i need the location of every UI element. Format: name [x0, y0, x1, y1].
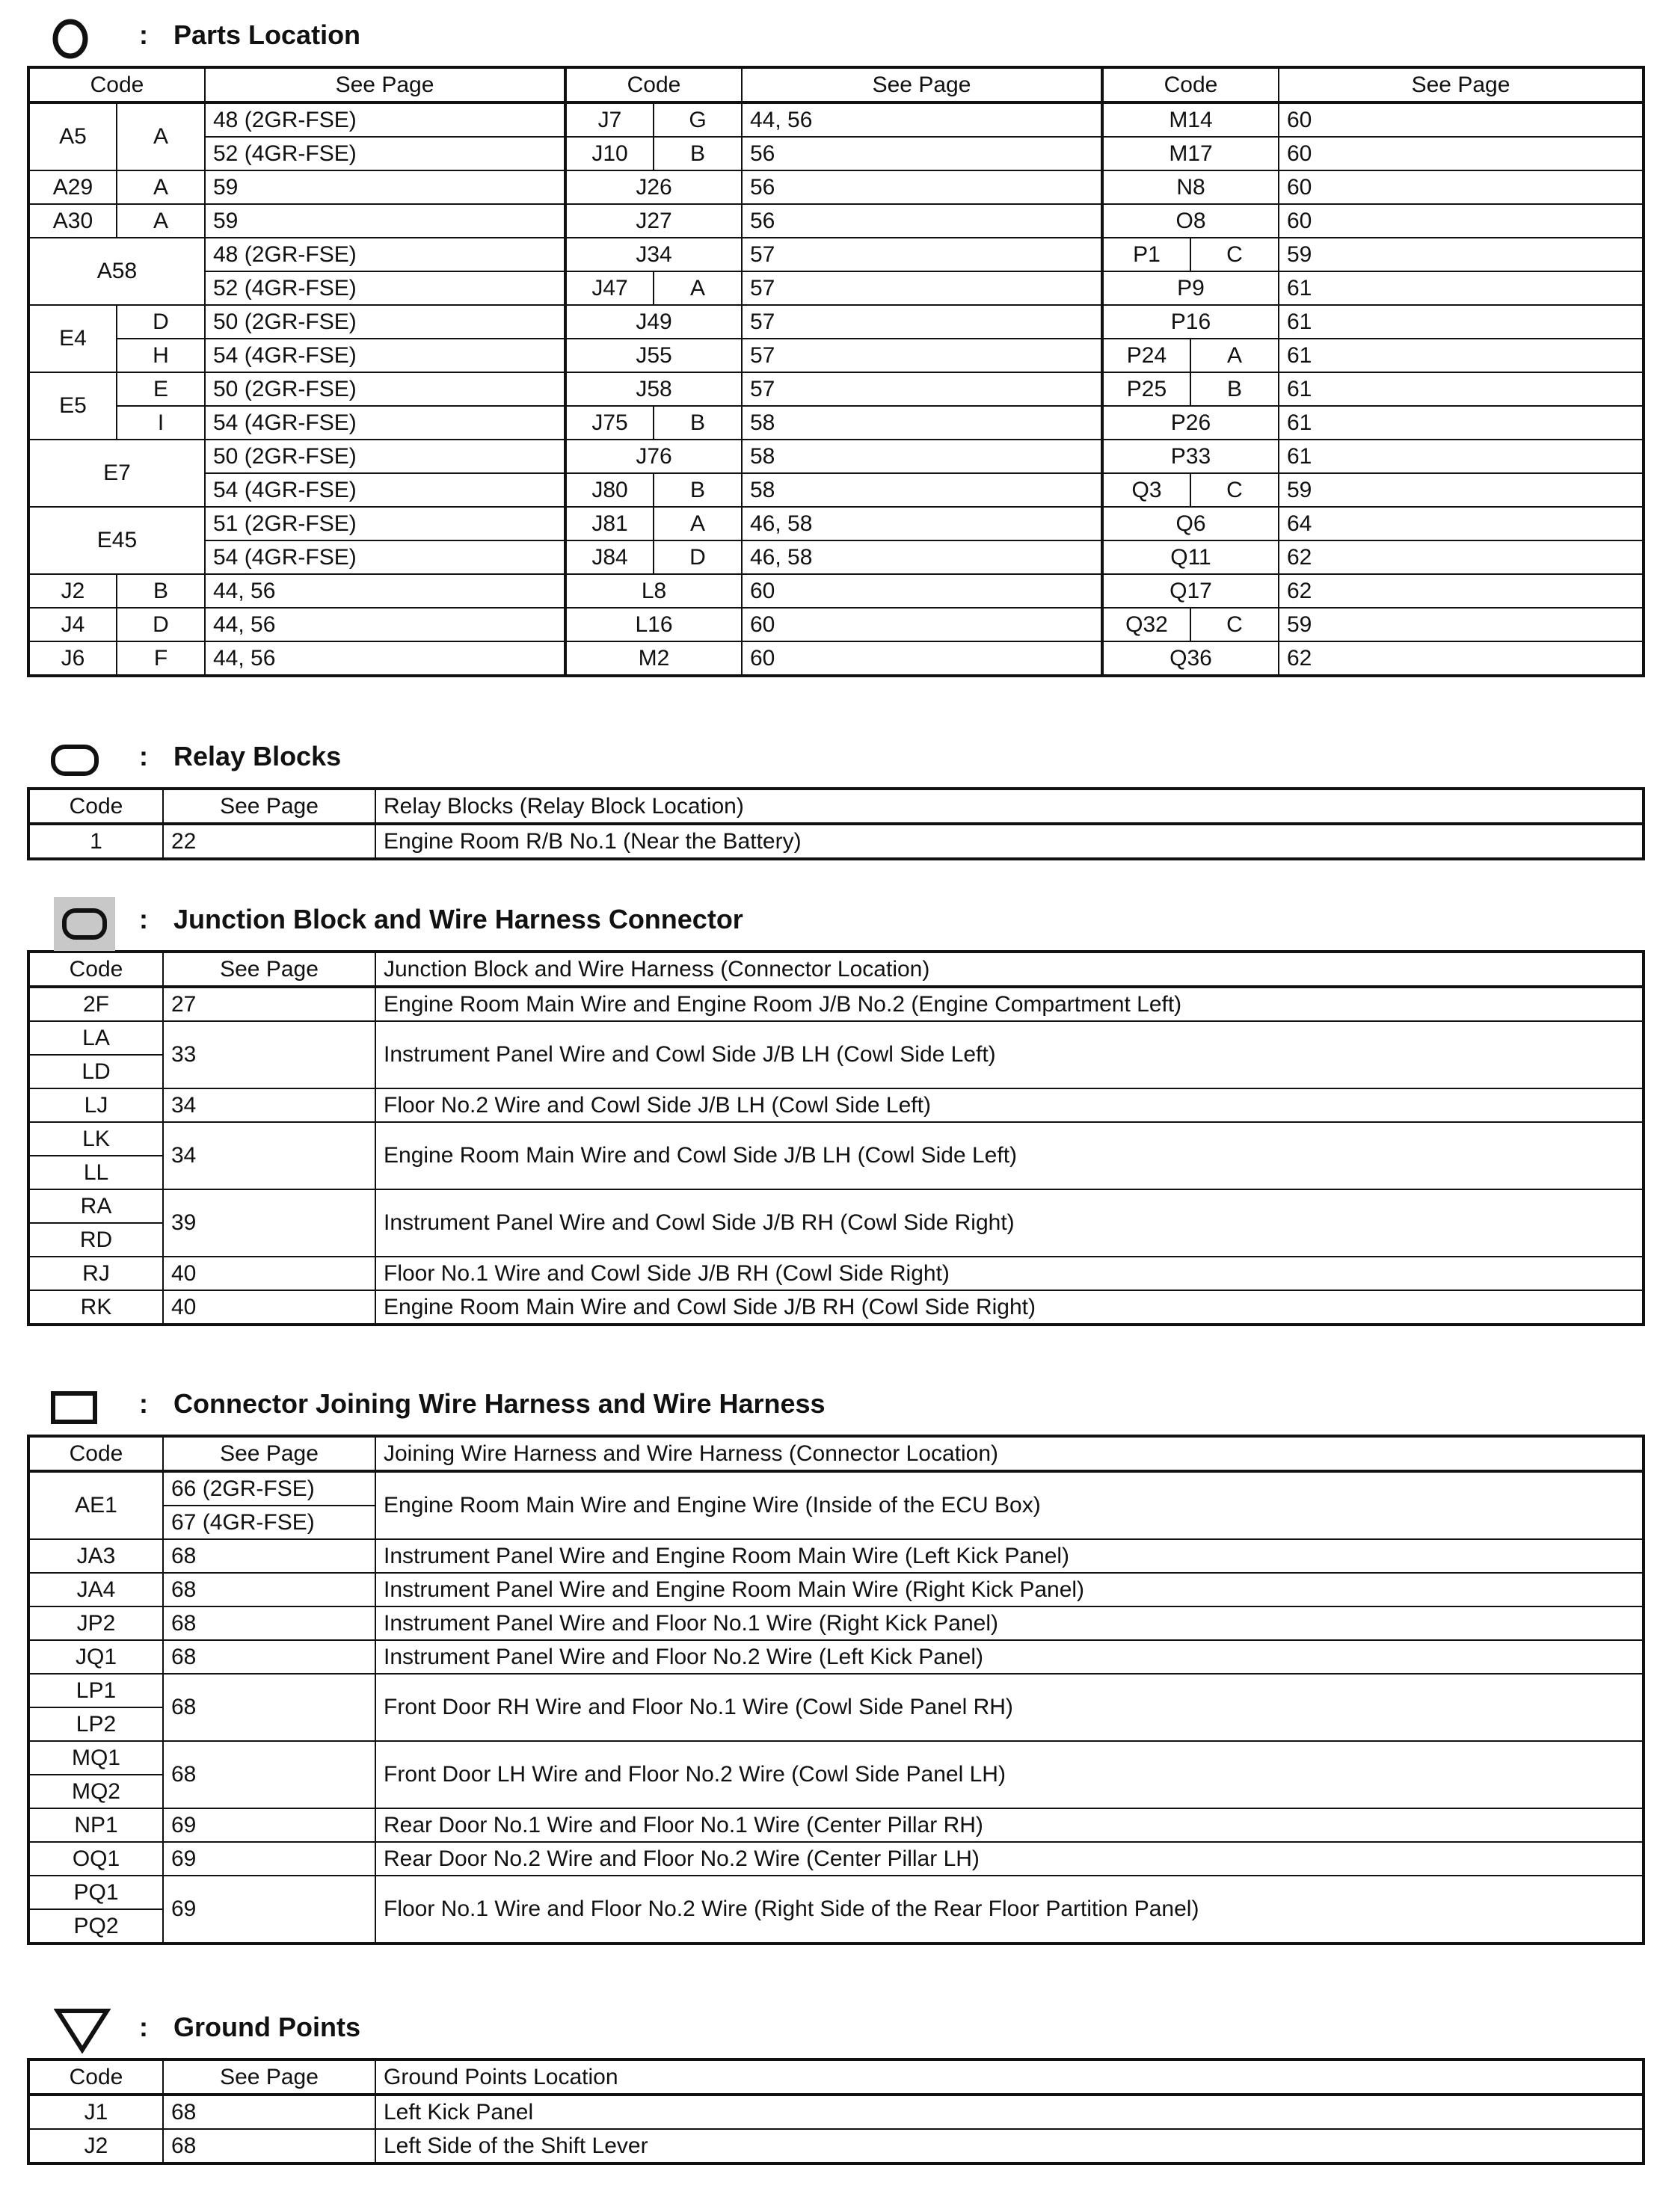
location-cell: Instrument Panel Wire and Cowl Side J/B LH (Cowl Side Left)	[375, 1021, 1644, 1088]
table-row	[28, 824, 1644, 859]
table-row	[28, 473, 1644, 507]
see-page-header: See Page	[163, 2059, 375, 2095]
table-row	[28, 1674, 1644, 1707]
page-cell: 48 (2GR-FSE)	[205, 238, 565, 271]
code-cell: RA	[28, 1189, 163, 1223]
page-cell: 68	[163, 1573, 375, 1606]
code-cell: J4	[28, 608, 117, 641]
parts-location-section	[27, 13, 1642, 677]
location-header: Joining Wire Harness and Wire Harness (Connector Location)	[375, 1436, 1644, 1471]
code-cell: P1	[1102, 238, 1190, 271]
triangle-down-icon	[54, 2007, 111, 2054]
code-suffix-cell: B	[654, 473, 742, 507]
relay-blocks-header	[27, 735, 1642, 787]
table-row	[28, 540, 1644, 574]
page-cell: 57	[742, 339, 1102, 372]
code-cell: J58	[565, 372, 742, 406]
connector-joining-table	[27, 1435, 1645, 1945]
table-row	[28, 204, 1644, 238]
code-cell: OQ1	[28, 1842, 163, 1876]
table-row	[28, 1290, 1644, 1325]
connector-joining-header	[27, 1382, 1642, 1435]
page-cell: 44, 56	[205, 641, 565, 676]
page-cell: 44, 56	[205, 608, 565, 641]
page-cell: 69	[163, 1842, 375, 1876]
table-row	[28, 238, 1644, 271]
table-row	[28, 1021, 1644, 1055]
page-cell: 60	[742, 641, 1102, 676]
parts-location-header	[27, 13, 1642, 66]
code-suffix-cell: F	[117, 641, 205, 676]
page-cell: 34	[163, 1122, 375, 1189]
page-cell: 59	[1279, 608, 1644, 641]
junction-block-header	[27, 898, 1642, 950]
table-row	[28, 406, 1644, 440]
code-cell: Q17	[1102, 574, 1279, 608]
section-title: Relay Blocks	[173, 741, 342, 771]
code-cell: J76	[565, 440, 742, 473]
page-cell: 56	[742, 137, 1102, 170]
page-cell: 59	[1279, 473, 1644, 507]
code-cell: JQ1	[28, 1640, 163, 1674]
page-cell: 68	[163, 1741, 375, 1808]
code-suffix-cell: A	[117, 102, 205, 170]
location-cell: Rear Door No.1 Wire and Floor No.1 Wire (Center Pillar RH)	[375, 1808, 1644, 1842]
circle-icon	[49, 18, 91, 60]
table-row	[28, 1088, 1644, 1122]
ground-points-section	[27, 2006, 1642, 2165]
code-cell: LP2	[28, 1707, 163, 1741]
page-cell: 27	[163, 987, 375, 1021]
page-cell: 61	[1279, 372, 1644, 406]
page-cell: 57	[742, 305, 1102, 339]
table-row	[28, 440, 1644, 473]
code-suffix-cell: C	[1190, 473, 1279, 507]
page-cell: 68	[163, 1640, 375, 1674]
page-cell: 68	[163, 2129, 375, 2163]
location-header: Junction Block and Wire Harness (Connector Location)	[375, 952, 1644, 987]
see-page-header: See Page	[742, 67, 1102, 102]
junction-block-section	[27, 898, 1642, 1326]
code-cell: J80	[565, 473, 654, 507]
page-cell: 50 (2GR-FSE)	[205, 372, 565, 406]
page-cell: 54 (4GR-FSE)	[205, 473, 565, 507]
code-header: Code	[28, 952, 163, 987]
page-cell: 58	[742, 406, 1102, 440]
page-cell: 58	[742, 440, 1102, 473]
location-cell: Instrument Panel Wire and Floor No.2 Wire (Left Kick Panel)	[375, 1640, 1644, 1674]
table-row	[28, 339, 1644, 372]
table-row	[28, 574, 1644, 608]
code-cell: LJ	[28, 1088, 163, 1122]
shaded-rounded-rectangle-icon	[54, 897, 115, 951]
code-cell: LL	[28, 1156, 163, 1189]
see-page-header: See Page	[163, 952, 375, 987]
location-cell: Rear Door No.2 Wire and Floor No.2 Wire (Center Pillar LH)	[375, 1842, 1644, 1876]
page-cell: 22	[163, 824, 375, 859]
see-page-header: See Page	[205, 67, 565, 102]
page-cell: 61	[1279, 305, 1644, 339]
location-cell: Floor No.1 Wire and Floor No.2 Wire (Right Side of the Rear Floor Partition Panel)	[375, 1876, 1644, 1944]
location-cell: Floor No.1 Wire and Cowl Side J/B RH (Cowl Side Right)	[375, 1257, 1644, 1290]
page-cell: 62	[1279, 641, 1644, 676]
page-cell: 61	[1279, 406, 1644, 440]
page-cell: 59	[1279, 238, 1644, 271]
location-cell: Left Side of the Shift Lever	[375, 2129, 1644, 2163]
code-cell: RJ	[28, 1257, 163, 1290]
code-cell: Q36	[1102, 641, 1279, 676]
code-cell: P33	[1102, 440, 1279, 473]
code-cell: J34	[565, 238, 742, 271]
page-cell: 60	[1279, 102, 1644, 137]
location-cell: Engine Room Main Wire and Cowl Side J/B RH (Cowl Side Right)	[375, 1290, 1644, 1325]
page-cell: 54 (4GR-FSE)	[205, 540, 565, 574]
page-cell: 56	[742, 170, 1102, 204]
ground-points-header	[27, 2006, 1642, 2058]
code-suffix-cell: A	[117, 170, 205, 204]
see-page-header: See Page	[163, 789, 375, 824]
location-header: Ground Points Location	[375, 2059, 1644, 2095]
code-suffix-cell: C	[1190, 238, 1279, 271]
location-cell: Front Door RH Wire and Floor No.1 Wire (Cowl Side Panel RH)	[375, 1674, 1644, 1741]
page-cell: 60	[1279, 170, 1644, 204]
code-cell: M17	[1102, 137, 1279, 170]
code-cell: J75	[565, 406, 654, 440]
page-cell: 67 (4GR-FSE)	[163, 1506, 375, 1539]
table-row	[28, 1122, 1644, 1156]
code-suffix-cell: E	[117, 372, 205, 406]
page-cell: 66 (2GR-FSE)	[163, 1471, 375, 1506]
table-row	[28, 1606, 1644, 1640]
code-suffix-cell: I	[117, 406, 205, 440]
location-cell: Instrument Panel Wire and Floor No.1 Wire (Right Kick Panel)	[375, 1606, 1644, 1640]
code-cell: P25	[1102, 372, 1190, 406]
junction-block-table	[27, 950, 1645, 1326]
location-cell: Instrument Panel Wire and Engine Room Main Wire (Right Kick Panel)	[375, 1573, 1644, 1606]
code-cell: J81	[565, 507, 654, 540]
code-suffix-cell: A	[1190, 339, 1279, 372]
page-cell: 46, 58	[742, 540, 1102, 574]
code-cell: J2	[28, 574, 117, 608]
code-suffix-cell: D	[117, 305, 205, 339]
code-cell: JA3	[28, 1539, 163, 1573]
page-cell: 60	[742, 574, 1102, 608]
code-cell: P24	[1102, 339, 1190, 372]
code-header: Code	[28, 67, 205, 102]
ground-points-table	[27, 2058, 1645, 2165]
table-row	[28, 2129, 1644, 2163]
code-cell: J49	[565, 305, 742, 339]
code-cell: P16	[1102, 305, 1279, 339]
code-cell: P26	[1102, 406, 1279, 440]
code-suffix-cell: A	[654, 271, 742, 305]
page-cell: 58	[742, 473, 1102, 507]
code-cell: RD	[28, 1223, 163, 1257]
code-cell: J26	[565, 170, 742, 204]
page-cell: 40	[163, 1290, 375, 1325]
page-cell: 60	[1279, 137, 1644, 170]
table-row	[28, 1257, 1644, 1290]
location-cell: Left Kick Panel	[375, 2095, 1644, 2129]
location-cell: Floor No.2 Wire and Cowl Side J/B LH (Cowl Side Left)	[375, 1088, 1644, 1122]
see-page-header: See Page	[163, 1436, 375, 1471]
page-cell: 60	[742, 608, 1102, 641]
code-header: Code	[28, 1436, 163, 1471]
table-row	[28, 1808, 1644, 1842]
page-cell: 50 (2GR-FSE)	[205, 305, 565, 339]
code-cell: O8	[1102, 204, 1279, 238]
code-cell: J84	[565, 540, 654, 574]
code-cell: E4	[28, 305, 117, 372]
table-row	[28, 1842, 1644, 1876]
location-cell: Engine Room R/B No.1 (Near the Battery)	[375, 824, 1644, 859]
page-cell: 61	[1279, 440, 1644, 473]
code-header: Code	[1102, 67, 1279, 102]
code-cell: PQ1	[28, 1876, 163, 1909]
section-title: Connector Joining Wire Harness and Wire Harness	[173, 1388, 826, 1419]
code-cell: RK	[28, 1290, 163, 1325]
page-cell: 59	[205, 204, 565, 238]
page-cell: 33	[163, 1021, 375, 1088]
table-row	[28, 1741, 1644, 1775]
location-cell: Front Door LH Wire and Floor No.2 Wire (Cowl Side Panel LH)	[375, 1741, 1644, 1808]
page-cell: 61	[1279, 271, 1644, 305]
code-suffix-cell: D	[654, 540, 742, 574]
page-cell: 46, 58	[742, 507, 1102, 540]
code-cell: J10	[565, 137, 654, 170]
code-cell: JA4	[28, 1573, 163, 1606]
square-icon	[49, 1387, 99, 1429]
section-colon: :	[139, 1388, 148, 1419]
code-cell: JP2	[28, 1606, 163, 1640]
section-title: Ground Points	[173, 2012, 360, 2042]
relay-blocks-table	[27, 787, 1645, 860]
table-row	[28, 1471, 1644, 1506]
table-row	[28, 1876, 1644, 1909]
code-cell: E7	[28, 440, 205, 507]
table-row	[28, 1573, 1644, 1606]
table-header-row	[28, 952, 1644, 987]
page-cell: 48 (2GR-FSE)	[205, 102, 565, 137]
page-cell: 52 (4GR-FSE)	[205, 137, 565, 170]
code-suffix-cell: B	[654, 406, 742, 440]
code-cell: A58	[28, 238, 205, 305]
page-cell: 44, 56	[205, 574, 565, 608]
page-cell: 68	[163, 1606, 375, 1640]
rounded-rectangle-icon	[49, 739, 102, 781]
table-row	[28, 137, 1644, 170]
table-row	[28, 1539, 1644, 1573]
code-suffix-cell: B	[654, 137, 742, 170]
code-cell: J55	[565, 339, 742, 372]
section-colon: :	[139, 19, 148, 50]
parts-location-table	[27, 66, 1645, 677]
table-row	[28, 372, 1644, 406]
page-cell: 69	[163, 1876, 375, 1944]
code-suffix-cell: D	[117, 608, 205, 641]
code-suffix-cell: A	[654, 507, 742, 540]
table-row	[28, 170, 1644, 204]
page-cell: 68	[163, 1539, 375, 1573]
code-cell: MQ1	[28, 1741, 163, 1775]
page-cell: 34	[163, 1088, 375, 1122]
table-row	[28, 2095, 1644, 2129]
page-cell: 68	[163, 2095, 375, 2129]
code-cell: A5	[28, 102, 117, 170]
code-cell: J1	[28, 2095, 163, 2129]
table-row	[28, 271, 1644, 305]
location-cell: Instrument Panel Wire and Cowl Side J/B RH (Cowl Side Right)	[375, 1189, 1644, 1257]
section-title: Junction Block and Wire Harness Connector	[173, 904, 743, 934]
page-cell: 40	[163, 1257, 375, 1290]
location-header: Relay Blocks (Relay Block Location)	[375, 789, 1644, 824]
code-cell: LP1	[28, 1674, 163, 1707]
page-cell: 60	[1279, 204, 1644, 238]
code-suffix-cell: H	[117, 339, 205, 372]
location-cell: Engine Room Main Wire and Cowl Side J/B LH (Cowl Side Left)	[375, 1122, 1644, 1189]
table-header-row	[28, 789, 1644, 824]
page-cell: 59	[205, 170, 565, 204]
code-cell: Q6	[1102, 507, 1279, 540]
page-cell: 62	[1279, 574, 1644, 608]
page-cell: 52 (4GR-FSE)	[205, 271, 565, 305]
code-suffix-cell: B	[1190, 372, 1279, 406]
code-cell: A29	[28, 170, 117, 204]
section-colon: :	[139, 2012, 148, 2042]
code-cell: J7	[565, 102, 654, 137]
location-cell: Engine Room Main Wire and Engine Wire (Inside of the ECU Box)	[375, 1471, 1644, 1539]
page-cell: 44, 56	[742, 102, 1102, 137]
page-cell: 62	[1279, 540, 1644, 574]
code-cell: M14	[1102, 102, 1279, 137]
code-cell: P9	[1102, 271, 1279, 305]
code-suffix-cell: A	[117, 204, 205, 238]
page-cell: 57	[742, 271, 1102, 305]
code-suffix-cell: G	[654, 102, 742, 137]
table-row	[28, 305, 1644, 339]
code-cell: Q32	[1102, 608, 1190, 641]
code-cell: L16	[565, 608, 742, 641]
section-colon: :	[139, 741, 148, 771]
code-cell: Q11	[1102, 540, 1279, 574]
section-title: Parts Location	[173, 19, 361, 50]
code-suffix-cell: B	[117, 574, 205, 608]
table-row	[28, 102, 1644, 137]
connector-joining-section	[27, 1382, 1642, 1945]
code-cell: NP1	[28, 1808, 163, 1842]
page-cell: 61	[1279, 339, 1644, 372]
code-cell: 2F	[28, 987, 163, 1021]
code-cell: E5	[28, 372, 117, 440]
code-cell: M2	[565, 641, 742, 676]
code-cell: LA	[28, 1021, 163, 1055]
code-header: Code	[565, 67, 742, 102]
table-row	[28, 987, 1644, 1021]
relay-blocks-section	[27, 735, 1642, 860]
location-cell: Instrument Panel Wire and Engine Room Main Wire (Left Kick Panel)	[375, 1539, 1644, 1573]
code-header: Code	[28, 789, 163, 824]
page-cell: 57	[742, 238, 1102, 271]
table-row	[28, 608, 1644, 641]
code-cell: L8	[565, 574, 742, 608]
page-cell: 64	[1279, 507, 1644, 540]
page-cell: 68	[163, 1674, 375, 1741]
table-row	[28, 507, 1644, 540]
page-cell: 57	[742, 372, 1102, 406]
code-header: Code	[28, 2059, 163, 2095]
page-cell: 54 (4GR-FSE)	[205, 406, 565, 440]
table-header-row	[28, 1436, 1644, 1471]
page-cell: 39	[163, 1189, 375, 1257]
code-cell: LK	[28, 1122, 163, 1156]
page-cell: 50 (2GR-FSE)	[205, 440, 565, 473]
code-cell: N8	[1102, 170, 1279, 204]
code-cell: MQ2	[28, 1775, 163, 1808]
code-cell: PQ2	[28, 1909, 163, 1944]
code-cell: J2	[28, 2129, 163, 2163]
page-cell: 56	[742, 204, 1102, 238]
code-cell: A30	[28, 204, 117, 238]
page-cell: 51 (2GR-FSE)	[205, 507, 565, 540]
code-cell: E45	[28, 507, 205, 574]
section-colon: :	[139, 904, 148, 934]
see-page-header: See Page	[1279, 67, 1644, 102]
table-row	[28, 641, 1644, 676]
code-suffix-cell: C	[1190, 608, 1279, 641]
code-cell: Q3	[1102, 473, 1190, 507]
page-cell: 69	[163, 1808, 375, 1842]
code-cell: J27	[565, 204, 742, 238]
code-cell: J6	[28, 641, 117, 676]
table-header-row	[28, 67, 1644, 102]
table-row	[28, 1640, 1644, 1674]
code-cell: J47	[565, 271, 654, 305]
code-cell: LD	[28, 1055, 163, 1088]
page-cell: 54 (4GR-FSE)	[205, 339, 565, 372]
table-header-row	[28, 2059, 1644, 2095]
table-row	[28, 1189, 1644, 1223]
location-cell: Engine Room Main Wire and Engine Room J/B No.2 (Engine Compartment Left)	[375, 987, 1644, 1021]
code-cell: 1	[28, 824, 163, 859]
code-cell: AE1	[28, 1471, 163, 1539]
